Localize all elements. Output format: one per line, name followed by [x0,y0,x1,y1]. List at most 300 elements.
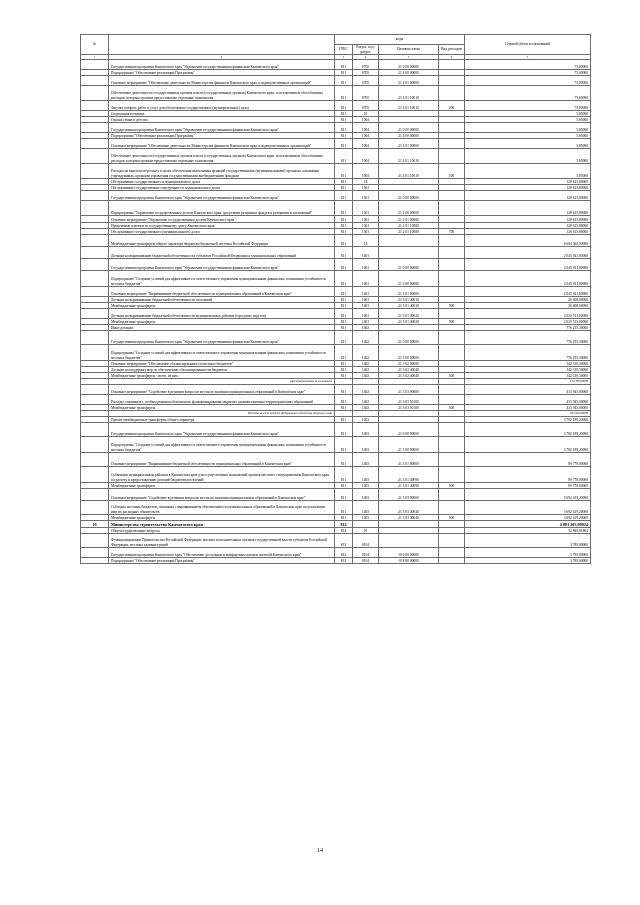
row-razdel: 1402 [353,385,379,395]
row-razdel: 1004 [353,149,379,164]
row-amount: 433 945,00000 [465,405,591,411]
row-razdel: 1402 [353,345,379,361]
row-grbs: 811 [335,229,353,235]
row-target-article: 21 3 01 40010 [379,297,439,303]
row-number [81,216,109,223]
row-expense-type [439,259,465,271]
row-name: Охрана семьи и детства [109,117,335,123]
row-name: Расходы на выплаты персоналу в целях обеспечения выполнения функций государственными (муниципальными) органами, казенными учреждениями, органами управления государственными внебюджетными фондами [109,164,335,179]
row-razdel: 0705 [353,76,379,86]
col-number: 4 [353,55,379,60]
row-grbs: 812 [335,534,353,548]
row-number [81,271,109,287]
table-body [81,60,591,564]
row-number: 10 [81,521,109,528]
row-amount: 174 785,00000 [465,379,591,385]
row-grbs: 811 [335,405,353,411]
row-grbs: 811 [335,164,353,179]
row-name: Иные дотации [109,325,335,331]
row-name: Государственная программа Камчатского края "Обеспечение доступным и комфортным жильем жителей Камчатского края" [109,548,335,558]
table-row [81,345,591,361]
row-name: Прочие межбюджетные трансферты общего характера [109,417,335,423]
row-name: Государственная программа Камчатского края "Управление государственными финансами Камчатского края" [109,191,335,201]
row-expense-type: 500 [439,405,465,411]
row-amount: 342 310,30000 [465,361,591,367]
col-number: 1 [81,55,109,60]
row-razdel: 1401 [353,297,379,303]
row-grbs: 811 [335,345,353,361]
row-target-article: 21 3 02 00000 [379,361,439,367]
row-name: Расходы за счет средств федерального бюджета текущего года [109,411,335,417]
table-row [81,271,591,287]
row-name: Межбюджетные трансферты - всего, из них: [109,373,335,379]
row-grbs: 811 [335,247,353,259]
row-name: Основное мероприятие "Содействие в решении вопросов местного значения муниципальных образований в Камчатском крае" [109,489,335,501]
row-name: Межбюджетные трансферты [109,483,335,489]
row-grbs: 811 [335,385,353,395]
table-row [81,309,591,319]
row-amount: 20 408,00000 [465,297,591,303]
table-row [81,60,591,70]
row-expense-type [439,521,465,528]
row-grbs: 811 [335,259,353,271]
row-razdel: 0705 [353,70,379,76]
row-amount: 2 025 513,00000 [465,319,591,325]
row-razdel: 0104 [353,548,379,558]
row-amount: 433 945,00000 [465,411,591,417]
row-target-article: 21 0 00 00000 [379,423,439,437]
row-amount: 52 865,01864 [465,528,591,534]
row-number [81,201,109,216]
header-name [109,35,335,55]
row-razdel: 1403 [353,453,379,467]
row-name: Основное мероприятие "Выравнивание бюджетной обеспеченности муниципальных образований в Камчатском крае" [109,453,335,467]
table-row [81,558,591,564]
row-amount: 128 615,80000 [465,216,591,223]
row-expense-type [439,423,465,437]
row-target-article: 21 0 00 00000 [379,123,439,133]
row-name: Обслуживание государственного и муниципального долга [109,179,335,185]
row-expense-type: 500 [439,515,465,521]
row-grbs: 811 [335,149,353,164]
row-grbs: 811 [335,123,353,133]
row-grbs: 811 [335,86,353,101]
row-amount: 3 782 189,20000 [465,437,591,453]
row-number [81,86,109,101]
row-grbs: 811 [335,373,353,379]
row-razdel: 1401 [353,287,379,297]
row-grbs: 811 [335,361,353,367]
row-target-article: 21 4 01 10010 [379,149,439,164]
row-amount: 89 770,00000 [465,467,591,483]
row-razdel: 1403 [353,501,379,515]
row-grbs: 811 [335,331,353,345]
row-razdel: 1301 [353,229,379,235]
row-name: Подпрограмма "Обеспечение реализации Программы" [109,70,335,76]
row-number [81,423,109,437]
row-target-article: 21 4 01 10010 [379,101,439,111]
row-grbs: 811 [335,139,353,149]
row-razdel: 1402 [353,395,379,405]
row-name: Дотации на поддержку мер по обеспечению сбалансированности бюджетов [109,367,335,373]
row-target-article: 21 3 01 00000 [379,453,439,467]
col-number: 6 [439,55,465,60]
row-grbs: 811 [335,489,353,501]
table-row [81,385,591,395]
row-grbs: 811 [335,117,353,123]
row-amount: 3 692 419,20000 [465,515,591,521]
row-name: Подпрограмма "Управление государственным долгом Камчатского края, средствами резервных фондов и резервами ассигнований" [109,201,335,216]
row-amount: 128 615,80000 [465,191,591,201]
row-amount: 128 615,80000 [465,229,591,235]
row-expense-type [439,453,465,467]
table-row [81,123,591,133]
table-row [81,437,591,453]
row-name: Закупка товаров, работ и услуг для обеспечения государственных (муниципальных) нужд [109,101,335,111]
row-grbs: 811 [335,367,353,373]
row-target-article: 21 3 03 50100 [379,405,439,411]
row-grbs: 811 [335,76,353,86]
row-expense-type [439,489,465,501]
header-grbs: ГРБС [335,45,353,55]
row-grbs: 811 [335,395,353,405]
row-grbs: 811 [335,133,353,139]
row-expense-type: 200 [439,101,465,111]
table-header [81,35,591,60]
row-amount: 3 782 189,20000 [465,417,591,423]
row-razdel: 1401 [353,309,379,319]
row-razdel: 0705 [353,101,379,111]
row-razdel: 1401 [353,271,379,287]
row-target-article: 21 4 01 00000 [379,76,439,86]
row-amount: 6 604 365,50000 [465,235,591,247]
row-name: Основное мероприятие "Управление государственным долгом Камчатского края" [109,216,335,223]
row-expense-type [439,123,465,133]
row-number [81,101,109,111]
row-amount: 2 045 921,00000 [465,259,591,271]
table-row [81,395,591,405]
row-name: Функционирование Правительства Российской Федерации, высших исполнительных органов государственной власти субъектов Российской Федерации, местных администраций [109,534,335,548]
row-name: Государственная программа Камчатского края "Управление государственными финансами Камчатского края" [109,123,335,133]
row-number [81,395,109,405]
row-target-article: 21 4 00 00000 [379,133,439,139]
row-grbs: 811 [335,467,353,483]
row-expense-type [439,60,465,70]
row-razdel: 1403 [353,489,379,501]
row-number [81,501,109,515]
row-razdel: 1402 [353,325,379,331]
row-expense-type [439,385,465,395]
row-razdel: 1403 [353,423,379,437]
row-name: Межбюджетные трансферты [109,303,335,309]
row-grbs: 811 [335,297,353,303]
row-number [81,558,109,564]
row-grbs: 811 [335,515,353,521]
row-number [81,345,109,361]
row-target-article: 21 3 01 40090 [379,483,439,489]
row-grbs: 812 [335,548,353,558]
table-row [81,521,591,528]
row-razdel: 1401 [353,247,379,259]
row-target-article: 21 3 03 40040 [379,515,439,521]
row-expense-type [439,191,465,201]
row-amount: 3 692 419,20000 [465,489,591,501]
row-expense-type [439,395,465,405]
row-target-article: 21 3 03 40040 [379,501,439,515]
row-amount: 75,00000 [465,86,591,101]
row-amount: 5,85000 [465,111,591,117]
row-expense-type [439,331,465,345]
row-amount: 89 770,00000 [465,453,591,467]
row-number [81,164,109,179]
row-target-article: 21 0 00 00000 [379,191,439,201]
row-razdel: 1401 [353,303,379,309]
row-name: Обеспечение деятельности государственных органов власти (государственных органов) Камчатского края, за исключением обособленных расходов, которым органам предоставлены отдельные полномочия [109,149,335,164]
row-expense-type [439,437,465,453]
row-target-article: 21 4 01 10010 [379,164,439,179]
row-razdel: 1402 [353,331,379,345]
row-target-article: 21 2 01 10080 [379,229,439,235]
row-number [81,331,109,345]
row-name: Подпрограмма "Создание условий для эффективного и ответственного управления муниципальными финансами, повышения устойчивости местных бюджетов" [109,345,335,361]
header-cs: Целевая статья [379,45,439,55]
table-row [81,331,591,345]
row-amount: 3 785,00000 [465,534,591,548]
row-target-article: 21 3 01 40010 [379,303,439,309]
row-expense-type [439,345,465,361]
row-name: Государственная программа Камчатского края "Управление государственными финансами Камчатского края" [109,259,335,271]
row-razdel: 1401 [353,319,379,325]
row-name: Расходы, связанные с особым режимом безопасного функционирования закрытых административно-территориальных образований [109,395,335,405]
row-grbs: 811 [335,191,353,201]
header-codes: коды [335,35,465,45]
row-name: Обслуживание государственного внутреннего и муниципального долга [109,185,335,191]
row-target-article: 10 0 00 00000 [379,548,439,558]
row-name: Основное мероприятие "Содействие в решении вопросов местного значения муниципальных образований в Камчатском крае" [109,385,335,395]
row-razdel: 1402 [353,405,379,411]
row-razdel: 1301 [353,185,379,191]
row-razdel: 0104 [353,558,379,564]
row-name: Субсидия местным бюджетам, связанная с выравниванием обеспеченности муниципальных образований в Камчатском крае по реализации ими их расходных обязательств [109,501,335,515]
row-expense-type [439,467,465,483]
table-row [81,86,591,101]
row-expense-type [439,201,465,216]
row-target-article: 21 2 01 10080 [379,223,439,229]
row-expense-type [439,235,465,247]
table-row [81,287,591,297]
row-target-article: 21 3 02 40040 [379,373,439,379]
row-target-article: 21 3 01 00000 [379,287,439,297]
row-grbs: 811 [335,201,353,216]
row-grbs: 811 [335,325,353,331]
row-number [81,534,109,548]
row-target-article: 21 3 00 00000 [379,271,439,287]
col-number: 5 [379,55,439,60]
row-grbs: 811 [335,235,353,247]
row-grbs: 811 [335,70,353,76]
row-amount: 776 255,30000 [465,331,591,345]
row-razdel: 14 [353,235,379,247]
row-amount: 5,85000 [465,117,591,123]
row-grbs: 811 [335,271,353,287]
row-razdel: 1403 [353,417,379,423]
row-razdel: 1403 [353,515,379,521]
row-number [81,235,109,247]
row-amount: 5,85000 [465,139,591,149]
row-razdel: 1004 [353,164,379,179]
row-amount: 75,00000 [465,60,591,70]
row-amount: 5,85000 [465,164,591,179]
row-name: Дотации на выравнивание бюджетной обеспеченности поселений [109,297,335,303]
row-target-article: 21 3 03 50100 [379,395,439,405]
table-row [81,191,591,201]
row-target-article: 21 3 00 00000 [379,437,439,453]
row-number [81,489,109,501]
row-expense-type [439,548,465,558]
row-razdel: 1004 [353,117,379,123]
row-name: Дотации на выравнивание бюджетной обеспеченности субъектов Российской Федерации и муниципальных образований [109,247,335,259]
row-number [81,467,109,483]
table-row [81,534,591,548]
row-name: Министерство строительства Камчатского края [109,521,335,528]
row-grbs: 811 [335,60,353,70]
row-expense-type [439,287,465,297]
row-expense-type [439,534,465,548]
row-target-article: 21 3 03 00000 [379,385,439,395]
header-vr: Вид расходов [439,45,465,55]
row-name: Дотации на выравнивание бюджетной обеспеченности муниципальных районов (городских округов) [109,309,335,319]
row-amount: 5,85000 [465,133,591,139]
row-target-article: 21 3 03 00000 [379,489,439,501]
row-name: Основное мероприятие "Обеспечение деятельности Министерства финансов Камчатского края и подведомственных организаций" [109,139,335,149]
row-amount: 3 782 189,20000 [465,423,591,437]
row-expense-type: 100 [439,164,465,179]
row-name: Основное мероприятие "Выравнивание бюджетной обеспеченности муниципальных образований в Камчатском крае" [109,287,335,297]
row-razdel: 0104 [353,534,379,548]
table-row [81,149,591,164]
row-amount: 2 045 921,00000 [465,247,591,259]
row-razdel: 1004 [353,139,379,149]
table-row [81,453,591,467]
row-amount: 3 785,00000 [465,558,591,564]
table-row [81,201,591,216]
row-razdel: 1403 [353,437,379,453]
row-target-article [379,521,439,528]
row-amount: 2 045 921,00000 [465,271,591,287]
row-name: Подпрограмма "Обеспечение реализации Программы" [109,558,335,564]
row-expense-type: 500 [439,319,465,325]
row-razdel: 1401 [353,259,379,271]
row-name: Государственная программа Камчатского края "Управление государственными финансами Камчатского края" [109,423,335,437]
row-amount: 128 615,80000 [465,179,591,185]
row-target-article: 21 0 00 00000 [379,60,439,70]
table-row [81,247,591,259]
row-target-article: 21 4 01 00000 [379,139,439,149]
row-amount: 20 408,00000 [465,303,591,309]
row-name: Процентные платежи по государственному долгу Камчатского края [109,223,335,229]
row-expense-type [439,558,465,564]
row-name: Основное мероприятие "Обеспечение сбалансированности местных бюджетов" [109,361,335,367]
row-grbs: 811 [335,501,353,515]
row-name: Основное мероприятие "Обеспечение деятельности Министерства финансов Камчатского края и подведомственных организаций" [109,76,335,86]
row-grbs: 811 [335,309,353,319]
row-expense-type: 500 [439,303,465,309]
row-target-article: 21 4 01 10010 [379,86,439,101]
row-amount: 75,00000 [465,101,591,111]
table-row [81,467,591,483]
row-razdel [353,521,379,528]
row-name: Общегосударственные вопросы [109,528,335,534]
col-number: 3 [335,55,353,60]
row-grbs: 812 [335,528,353,534]
row-razdel: 1004 [353,123,379,133]
col-number: 2 [109,55,335,60]
row-amount: 128 615,80000 [465,201,591,216]
row-name: Обслуживание государственного (муниципального) долга [109,229,335,235]
row-target-article: 21 3 01 40020 [379,319,439,325]
row-target-article [379,247,439,259]
row-amount: 776 255,30000 [465,325,591,331]
row-name: Обеспечение деятельности государственных органов власти (государственных органов) Камчатского края, за исключением обособленных расходов, которым органам предоставлены отдельные полномочия [109,86,335,101]
table-row [81,501,591,515]
row-expense-type [439,149,465,164]
row-razdel: 0705 [353,86,379,101]
table-row [81,235,591,247]
row-number [81,259,109,271]
row-target-article: 21 3 01 40090 [379,467,439,483]
row-razdel: 1301 [353,223,379,229]
row-razdel: 1004 [353,133,379,139]
row-name: зарезервированные ассигнования [109,379,335,385]
row-amount: 2 045 921,00000 [465,287,591,297]
row-amount: 5,85000 [465,149,591,164]
row-amount: 89 770,00000 [465,483,591,489]
table-row [81,423,591,437]
row-expense-type: 700 [439,229,465,235]
row-razdel: 1403 [353,483,379,489]
table-row [81,548,591,558]
row-expense-type [439,139,465,149]
row-amount: 433 945,00000 [465,385,591,395]
row-razdel: 01 [353,528,379,534]
table-row [81,489,591,501]
row-grbs: 811 [335,437,353,453]
row-number [81,191,109,201]
row-amount: 342 310,30000 [465,367,591,373]
row-number [81,453,109,467]
row-number [81,385,109,395]
row-target-article: 10 8 00 00000 [379,558,439,564]
row-name: Государственная программа Камчатского края "Управление государственными финансами Камчатского края" [109,331,335,345]
row-number [81,60,109,70]
row-name: Межбюджетные трансферты [109,319,335,325]
row-razdel: 1402 [353,367,379,373]
table-row [81,101,591,111]
row-razdel: 1403 [353,467,379,483]
row-amount: 75,00000 [465,70,591,76]
row-amount: 128 615,80000 [465,223,591,229]
row-number [81,548,109,558]
row-grbs: 811 [335,185,353,191]
row-amount: 2 025 513,00000 [465,309,591,319]
row-expense-type [439,216,465,223]
row-expense-type [439,86,465,101]
header-razdel: Раздел, под-раздел [353,45,379,55]
header-no: № [81,35,109,55]
row-razdel: 13 [353,179,379,185]
row-expense-type [439,271,465,287]
row-grbs: 811 [335,111,353,117]
